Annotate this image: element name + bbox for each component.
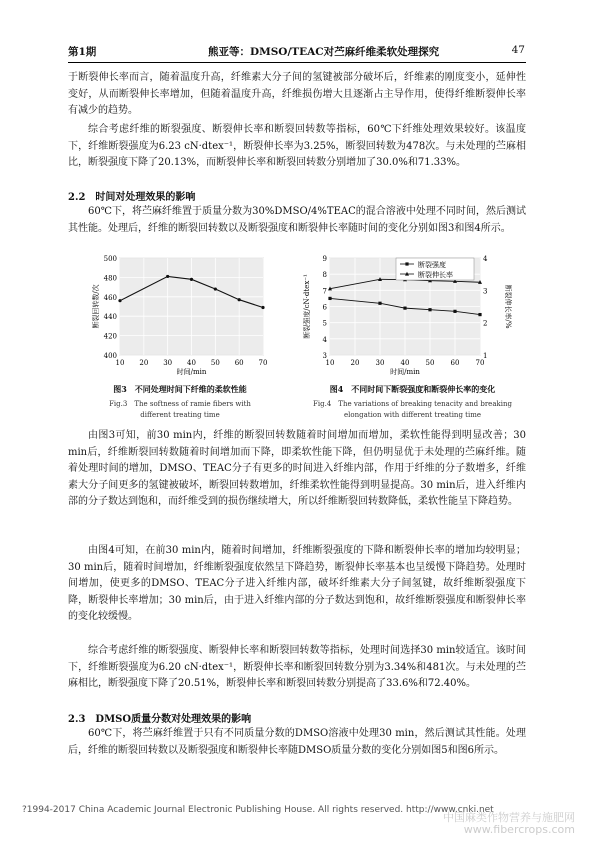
y2-tick-label: 4 <box>483 255 488 263</box>
y-tick-label: 500 <box>103 255 117 263</box>
x-tick-label: 70 <box>475 359 485 367</box>
paragraph: 60℃下，将苎麻纤维置于只有不同质量分数的DMSO溶液中处理30 min，然后测试其性能。处理后，纤维的断裂回转数以及断裂强度和断裂伸长率随DMSO质量分数的变化分别如图5和图6所示。 <box>68 728 526 756</box>
data-point-tenacity <box>403 307 406 310</box>
y2-tick-label: 3 <box>483 287 488 296</box>
y-tick-label: 460 <box>103 293 117 302</box>
x-tick-label: 70 <box>258 359 268 367</box>
y-axis-label: 断裂强度/cN·dtex⁻¹ <box>303 274 311 339</box>
x-axis-label: 时间/min <box>390 368 420 375</box>
caption-en-line: Fig.3 The softness of ramie fibers with <box>109 400 251 408</box>
y-axis-label: 断裂回转数/次 <box>92 284 100 329</box>
figure4-chart <box>300 250 520 375</box>
caption-en-line: elongation with different treating time <box>344 411 481 419</box>
legend-label: 断裂伸长率 <box>418 271 453 279</box>
y2-axis-label: 断裂伸长率/% <box>504 284 512 329</box>
y-tick-label: 6 <box>322 303 327 312</box>
x-tick-label: 30 <box>163 359 173 367</box>
figure3-caption-en <box>70 399 290 421</box>
data-point <box>214 287 217 290</box>
data-point <box>238 298 241 301</box>
y-tick-label: 480 <box>103 274 117 283</box>
y-tick-label: 9 <box>322 255 327 263</box>
header-rule <box>68 62 526 63</box>
legend-label: 断裂强度 <box>418 261 446 269</box>
figure3-chart <box>88 250 278 375</box>
y-tick-label: 4 <box>322 335 327 344</box>
data-point-tenacity <box>328 297 331 300</box>
paragraph: 综合考虑纤维的断裂强度、断裂伸长率和断裂回转数等指标，处理时间选择30 min较适宜。该时间下，纤维断裂强度为6.20 cN·dtex⁻¹，断裂伸长率和断裂回转数分别为3.34%和481次。与未处理的苎麻相比，断裂强度下降了20.51%，断裂伸长率和断裂回转数分别提高了33.6%和72.40%。 <box>68 645 526 689</box>
figure4-caption-en <box>300 399 525 421</box>
x-axis-label: 时间/min <box>176 368 207 375</box>
article-title: 熊亚等：DMSO/TEAC对苎麻纤维柔软处理探究 <box>208 46 440 58</box>
paragraph: 由图4可知，在前30 min内，随着时间增加，纤维断裂强度的下降和断裂伸长率的增加均较明显；30 min后，随着时间增加，纤维断裂强度依然呈下降趋势，断裂伸长率基本也呈缓慢下降趋势。处理时间增加，使更多的DMSO、TEAC分子进入纤维内部，破坏纤维素大分子间氢键，故纤维断裂强度下降，断裂伸长率增加；30 min后，由于进入纤维内部的分子数达到饱和，故纤维断裂强度和断裂伸长率的变化较缓慢。 <box>68 545 526 622</box>
y2-tick-label: 2 <box>483 319 488 328</box>
running-header <box>68 44 525 62</box>
figure3-caption: 图3 不同处理时间下纤维的柔软性能 <box>113 384 247 394</box>
data-point <box>166 275 169 278</box>
x-tick-label: 40 <box>400 359 410 367</box>
x-tick-label: 20 <box>139 359 149 367</box>
paragraph: 于断裂伸长率而言，随着温度升高，纤维素大分子间的氢键被部分破坏后，纤维素的刚度变小，延伸性变好，从而断裂伸长率增加，但随着温度升高，纤维损伤增大且逐渐占主导作用，使得纤维断裂伸长率有减少的趋势。 <box>68 72 526 116</box>
copyright-footer: ?1994-2017 China Academic Journal Electronic Publishing House. All rights reserved. http://www.cnki.net <box>22 805 494 815</box>
data-point <box>261 306 264 309</box>
watermark-line: www.fibercrops.com <box>463 823 575 836</box>
issue-label: 第1期 <box>68 46 97 58</box>
figure4-caption: 图4 不同时间下断裂强度和断裂伸长率的变化 <box>329 384 496 394</box>
legend-marker <box>405 262 408 265</box>
caption-en-line: Fig.4 The variations of breaking tenacity and breaking <box>313 400 512 408</box>
paragraph: 综合考虑纤维的断裂强度、断裂伸长率和断裂回转数等指标，60℃下纤维处理效果较好。该温度下，纤维断裂强度为6.23 cN·dtex⁻¹，断裂伸长率为3.25%，断裂回转数为478次。与未处理的苎麻相比，断裂强度下降了20.13%，而断裂伸长率和断裂回转数分别增加了30.0%和71.33%。 <box>68 124 526 168</box>
page-number: 47 <box>511 44 525 56</box>
x-tick-label: 20 <box>350 359 360 367</box>
x-tick-label: 10 <box>325 359 335 367</box>
y2-tick-label: 1 <box>483 352 488 360</box>
y-tick-label: 5 <box>322 319 327 328</box>
paragraph: 由图3可知，前30 min内，纤维的断裂回转数随着时间增加而增加，柔软性能得到明显改善；30 min后，纤维断裂回转数随着时间增加而下降，即柔软性能下降，但仍明显优于未处理的苎麻纤维。随着处理时间的增加，DMSO、TEAC分子有更多的时间进入纤维内部，作用于纤维的分子数增多，纤维素大分子间更多的氢键被破坏，断裂回转数增加，纤维柔软性能得到明显提高。30 min后，进入纤维内部的分子数达到饱和，而纤维受到的损伤继续增大，所以纤维断裂回转数降低，柔软性能呈下降趋势。 <box>68 430 526 507</box>
data-point-tenacity <box>378 302 381 305</box>
data-point-tenacity <box>478 313 481 316</box>
y-tick-label: 3 <box>322 352 327 360</box>
watermark <box>443 812 575 836</box>
x-tick-label: 10 <box>115 359 125 367</box>
caption-en-line: different treating time <box>140 411 220 419</box>
x-tick-label: 60 <box>450 359 460 367</box>
x-tick-label: 50 <box>425 359 435 367</box>
y-tick-label: 420 <box>103 332 117 341</box>
data-point-tenacity <box>428 308 431 311</box>
data-point <box>190 278 193 281</box>
x-tick-label: 40 <box>187 359 196 367</box>
paragraph: 60℃下，将苎麻纤维置于质量分数为30%DMSO/4%TEAC的混合溶液中处理不同时间，然后测试其性能。处理后，纤维的断裂回转数以及断裂强度和断裂伸长率随时间的变化分别如图3和图4所示。 <box>68 206 526 234</box>
y-tick-label: 7 <box>322 287 327 296</box>
x-tick-label: 50 <box>210 359 220 367</box>
x-tick-label: 60 <box>234 359 244 367</box>
y-tick-label: 400 <box>103 352 117 360</box>
section-heading: 2.2 时间对处理效果的影响 <box>68 192 196 203</box>
data-point-tenacity <box>453 310 456 313</box>
y-tick-label: 440 <box>103 313 117 322</box>
section-heading: 2.3 DMSO质量分数对处理效果的影响 <box>68 714 252 725</box>
data-point <box>118 299 121 302</box>
watermark-line: 中国麻类作物营养与施肥网 <box>443 811 575 824</box>
y-tick-label: 8 <box>322 271 327 280</box>
x-tick-label: 30 <box>375 359 385 367</box>
